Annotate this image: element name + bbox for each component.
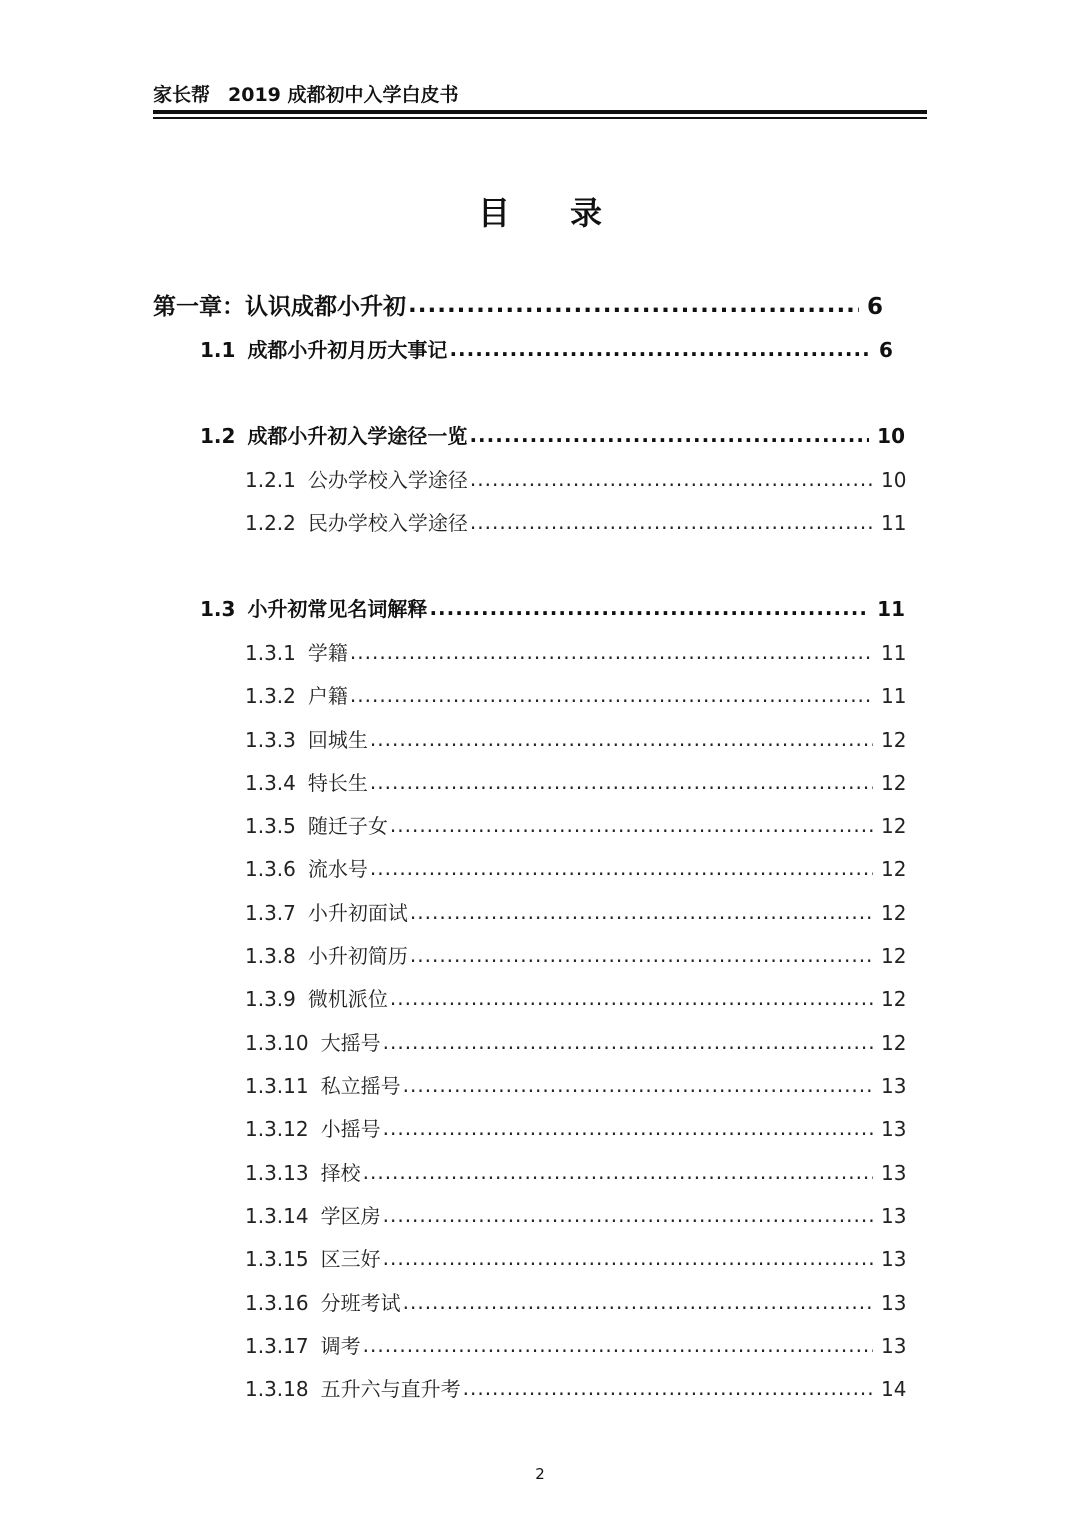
toc-entry[interactable] [245, 1243, 907, 1272]
toc-title: 目录 [477, 194, 662, 232]
toc-entry-page: 13 [881, 1334, 907, 1358]
toc-entry[interactable] [245, 1200, 907, 1229]
toc-entry-number: 1.3.5 [245, 814, 296, 838]
running-header [153, 80, 459, 107]
toc-entry-title: 小摇号 [320, 1117, 381, 1141]
dot-leader [470, 510, 873, 530]
dot-leader [403, 1290, 873, 1310]
dot-leader [383, 1030, 873, 1050]
toc-entry-number: 1.3.4 [245, 771, 296, 795]
dot-leader [370, 856, 873, 876]
toc-entry-title: 户籍 [307, 684, 348, 708]
toc-entry-page: 13 [881, 1204, 907, 1228]
dot-leader [390, 813, 873, 833]
dot-leader [383, 1116, 873, 1136]
dot-leader [383, 1203, 873, 1223]
page-number: 2 [535, 1465, 545, 1483]
toc-entry[interactable] [200, 593, 905, 622]
toc-entry-number: 1.3.1 [245, 641, 296, 665]
toc-entry-number: 1.3.18 [245, 1377, 309, 1401]
dot-leader [370, 770, 873, 790]
dot-leader [363, 1160, 873, 1180]
toc-entry-page: 12 [881, 944, 907, 968]
toc-entry-title: 学籍 [307, 641, 348, 665]
toc-entry-page: 11 [881, 511, 907, 535]
toc-entry[interactable] [245, 724, 907, 753]
dot-leader [463, 1376, 873, 1396]
toc-entry-number: 1.3.11 [245, 1074, 309, 1098]
dot-leader [470, 467, 873, 487]
dot-leader [370, 727, 873, 747]
toc-entry-title: 公办学校入学途径 [307, 468, 468, 492]
toc-entry[interactable] [245, 897, 907, 926]
header-brand: 家长帮 [153, 84, 211, 106]
toc-entry[interactable] [245, 1373, 907, 1402]
dot-leader [363, 1333, 873, 1353]
toc-entry[interactable] [245, 680, 907, 709]
toc-entry-number: 1.3.2 [245, 684, 296, 708]
toc-entry-title: 第一章：认识成都小升初 [153, 294, 406, 320]
toc-entry[interactable] [200, 420, 905, 449]
toc-entry-title: 特长生 [307, 771, 368, 795]
dot-leader [383, 1246, 873, 1266]
toc-entry-page: 12 [881, 814, 907, 838]
toc-entry-title: 成都小升初入学途径一览 [247, 424, 468, 448]
toc-entry-title: 大摇号 [320, 1031, 381, 1055]
toc-entry-page: 6 [867, 294, 884, 320]
dot-leader [410, 943, 873, 963]
dot-leader [429, 596, 869, 616]
toc-entry[interactable] [200, 334, 905, 363]
toc-entry-title: 回城生 [307, 728, 368, 752]
dot-leader [469, 423, 869, 443]
header-rule-thick [153, 110, 927, 114]
toc-entry-page: 13 [881, 1161, 907, 1185]
toc-entry-title: 小升初常见名词解释 [247, 597, 428, 621]
toc-entry-title: 流水号 [307, 857, 368, 881]
toc-entry-page: 10 [881, 468, 907, 492]
toc-entry[interactable] [245, 853, 907, 882]
toc-entry-title: 微机派位 [307, 987, 388, 1011]
toc-entry-page: 12 [881, 901, 907, 925]
toc-entry[interactable] [245, 464, 907, 493]
toc-entry-page: 13 [881, 1291, 907, 1315]
toc-entry[interactable] [245, 1330, 907, 1359]
toc-entry[interactable] [245, 507, 907, 536]
toc-entry-number: 1.3.13 [245, 1161, 309, 1185]
toc-entry-page: 13 [881, 1117, 907, 1141]
toc-entry-number: 1.3.17 [245, 1334, 309, 1358]
toc-entry-title: 五升六与直升考 [320, 1377, 461, 1401]
toc-entry-number: 1.1 [200, 338, 236, 362]
toc-entry-page: 12 [881, 771, 907, 795]
toc-entry-title: 学区房 [320, 1204, 381, 1228]
toc-entry-number: 1.3.16 [245, 1291, 309, 1315]
toc-entry-page: 11 [877, 597, 905, 621]
toc-entry[interactable] [245, 1157, 907, 1186]
toc-entry-number: 1.2.2 [245, 511, 296, 535]
toc-entry-title: 分班考试 [320, 1291, 401, 1315]
dot-leader [350, 683, 873, 703]
dot-leader [410, 900, 873, 920]
toc-entry-number: 1.3.9 [245, 987, 296, 1011]
toc-entry-number: 1.3.10 [245, 1031, 309, 1055]
toc-entry-number: 1.3.15 [245, 1247, 309, 1271]
toc-entry-title: 择校 [320, 1161, 361, 1185]
toc-entry-page: 12 [881, 857, 907, 881]
toc-entry[interactable] [153, 288, 893, 321]
toc-entry[interactable] [245, 1070, 907, 1099]
toc-entry-title: 成都小升初月历大事记 [247, 338, 448, 362]
toc-entry-number: 1.2 [200, 424, 236, 448]
toc-entry[interactable] [245, 1113, 907, 1142]
dot-leader [390, 986, 873, 1006]
dot-leader [449, 337, 871, 357]
header-rule-thin [153, 117, 927, 119]
dot-leader [350, 640, 873, 660]
toc-entry-page: 6 [879, 338, 893, 362]
toc-entry-number: 1.3.7 [245, 901, 296, 925]
toc-entry[interactable] [245, 1287, 907, 1316]
toc-entry-page: 11 [881, 641, 907, 665]
toc-entry[interactable] [245, 767, 907, 796]
toc-entry-page: 11 [881, 684, 907, 708]
toc-entry-number: 1.2.1 [245, 468, 296, 492]
toc-entry[interactable] [245, 1027, 907, 1056]
header-title: 2019 成都初中入学白皮书 [228, 84, 459, 106]
toc-entry-title: 调考 [320, 1334, 361, 1358]
toc-entry-page: 12 [881, 1031, 907, 1055]
toc-entry[interactable] [245, 940, 907, 969]
dot-leader [408, 291, 859, 314]
toc-entry-page: 12 [881, 987, 907, 1011]
toc-entry-page: 12 [881, 728, 907, 752]
toc-entry-page: 13 [881, 1074, 907, 1098]
toc-entry-title: 民办学校入学途径 [307, 511, 468, 535]
toc-entry[interactable] [245, 637, 907, 666]
toc-entry-title: 私立摇号 [320, 1074, 401, 1098]
toc-entry-number: 1.3 [200, 597, 236, 621]
toc-entry-number: 1.3.12 [245, 1117, 309, 1141]
toc-entry-page: 10 [877, 424, 905, 448]
toc-entry[interactable] [245, 810, 907, 839]
toc-entry-number: 1.3.6 [245, 857, 296, 881]
dot-leader [403, 1073, 873, 1093]
toc-entry-title: 小升初简历 [307, 944, 408, 968]
toc-entry-number: 1.3.3 [245, 728, 296, 752]
toc-entry-title: 随迁子女 [307, 814, 388, 838]
toc-entry-number: 1.3.14 [245, 1204, 309, 1228]
toc-entry[interactable] [245, 983, 907, 1012]
toc-entry-page: 13 [881, 1247, 907, 1271]
toc-entry-title: 区三好 [320, 1247, 381, 1271]
toc-entry-title: 小升初面试 [307, 901, 408, 925]
toc-entry-page: 14 [881, 1377, 907, 1401]
toc-entry-number: 1.3.8 [245, 944, 296, 968]
